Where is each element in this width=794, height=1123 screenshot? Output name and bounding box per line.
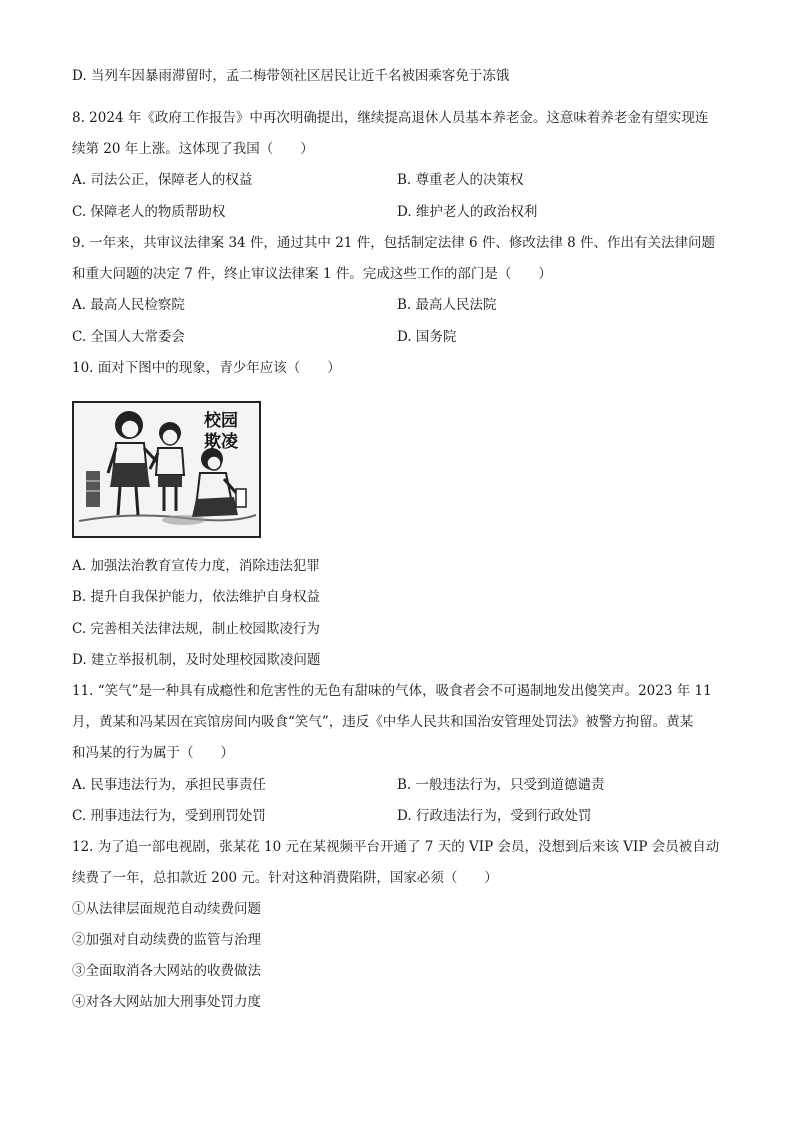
q12-stem-line-2: 续费了一年，总扣款近 200 元。针对这种消费陷阱，国家必须（ ）	[72, 870, 498, 886]
brick-pile	[86, 471, 100, 507]
q10-option-d: D. 建立举报机制，及时处理校园欺凌问题	[72, 652, 321, 668]
q9-option-c: C. 全国人大常委会	[72, 329, 185, 345]
figure-caption: 校园 欺凌	[204, 411, 238, 452]
q11-option-d: D. 行政违法行为，受到行政处罚	[397, 808, 592, 824]
q8-stem-line-2: 续第 20 年上涨。这体现了我国（ ）	[72, 141, 314, 157]
q10-stem: 10. 面对下图中的现象，青少年应该（ ）	[72, 360, 341, 376]
q12-item-2: ②加强对自动续费的监管与治理	[72, 932, 261, 948]
q9-stem-line-2: 和重大问题的决定 7 件，终止审议法律案 1 件。完成这些工作的部门是（ ）	[72, 266, 552, 282]
q8-option-b: B. 尊重老人的决策权	[397, 172, 524, 188]
crouching-child-figure	[192, 448, 246, 517]
q11-stem-line-1: 11. “笑气”是一种具有成瘾性和危害性的无色有甜味的气体，吸食者会不可遏制地发出傻笑声。2023 年 11	[72, 683, 712, 699]
q12-item-1: ①从法律层面规范自动续费问题	[72, 901, 261, 917]
q12-item-3: ③全面取消各大网站的收费做法	[72, 963, 261, 979]
q11-option-a: A. 民事违法行为，承担民事责任	[72, 777, 266, 793]
q10-option-c: C. 完善相关法律法规，制止校园欺凌行为	[72, 621, 320, 637]
q9-stem-line-1: 9. 一年来，共审议法律案 34 件，通过其中 21 件，包括制定法律 6 件、修改法律 8 件、作出有关法律问题	[72, 235, 716, 251]
q9-option-b: B. 最高人民法院	[397, 297, 497, 313]
q11-option-b: B. 一般违法行为，只受到道德谴责	[397, 777, 605, 793]
q12-item-4: ④对各大网站加大刑事处罚力度	[72, 994, 261, 1010]
q8-option-d: D. 维护老人的政治权利	[397, 204, 538, 220]
q8-option-c: C. 保障老人的物质帮助权	[72, 204, 226, 220]
q8-stem-line-1: 8. 2024 年《政府工作报告》中再次明确提出，继续提高退休人员基本养老金。这意味着养老金有望实现连	[72, 110, 709, 126]
q7-option-d: D. 当列车因暴雨滞留时，孟二梅带领社区居民让近千名被困乘客免于冻饿	[72, 68, 510, 84]
q10-option-b: B. 提升自我保护能力，依法维护自身权益	[72, 589, 321, 605]
q8-option-a: A. 司法公正，保障老人的权益	[72, 172, 253, 188]
bottle	[236, 489, 246, 507]
q10-option-a: A. 加强法治教育宣传力度，消除违法犯罪	[72, 558, 320, 574]
boy-middle-figure	[150, 422, 184, 511]
q11-option-c: C. 刑事违法行为，受到刑罚处罚	[72, 808, 266, 824]
q11-stem-line-2: 月，黄某和冯某因在宾馆房间内吸食“笑气”，违反《中华人民共和国治安管理处罚法》被警方拘留。黄某	[72, 714, 694, 730]
q9-option-d: D. 国务院	[397, 329, 457, 345]
q9-option-a: A. 最高人民检察院	[72, 297, 185, 313]
bullying-illustration	[72, 401, 261, 538]
q12-stem-line-1: 12. 为了追一部电视剧，张某花 10 元在某视频平台开通了 7 天的 VIP 会员，没想到后来该 VIP 会员被自动	[72, 839, 720, 855]
q11-stem-line-3: 和冯某的行为属于（ ）	[72, 745, 234, 761]
